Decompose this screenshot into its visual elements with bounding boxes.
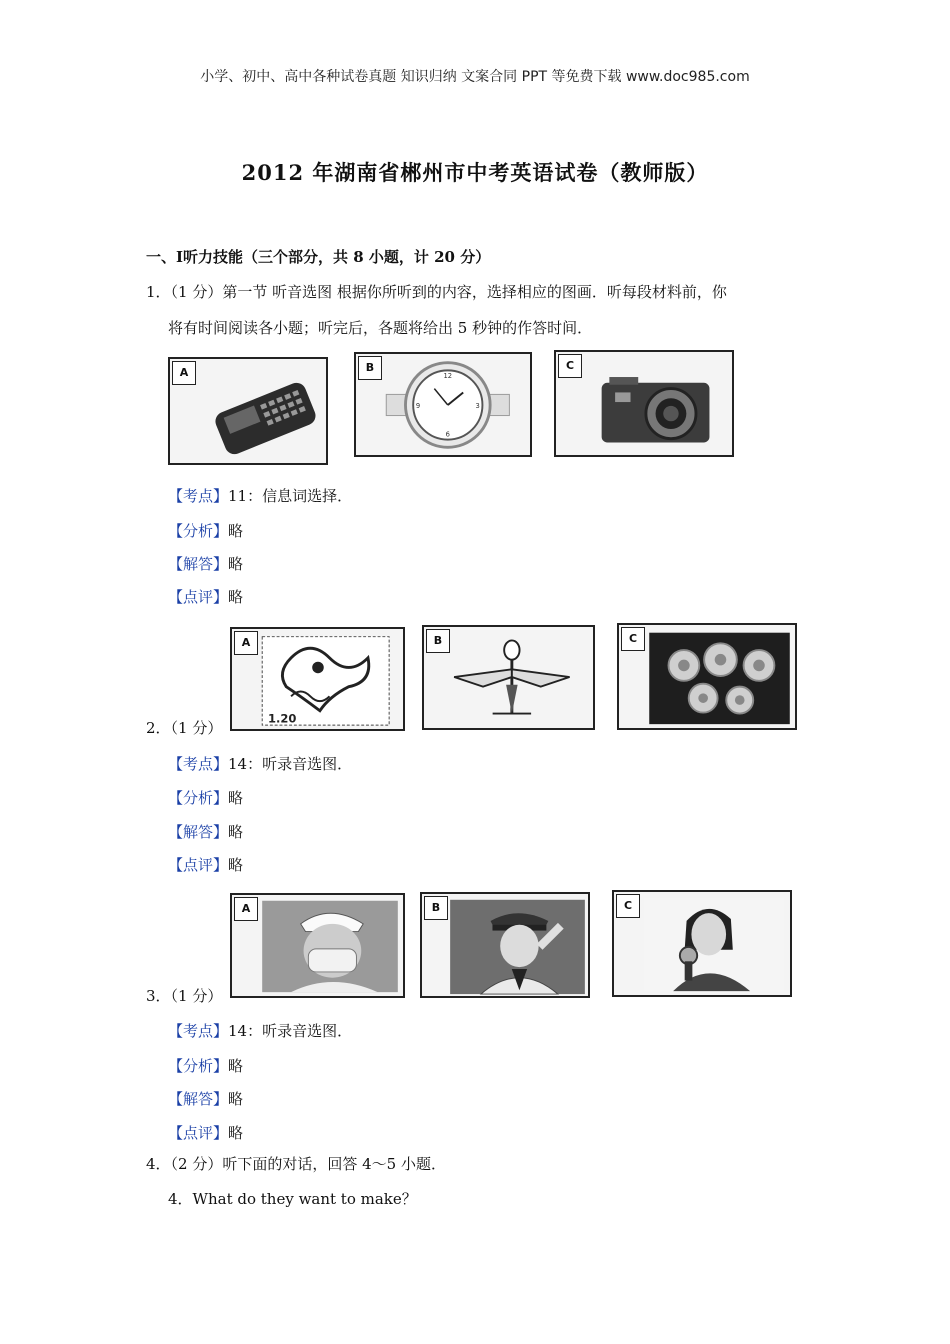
fenxi-text: 略 [228,1057,244,1075]
page-title: 2012 年湖南省郴州市中考英语试卷（教师版） [241,160,709,185]
kaodian-tag: 【考点】 [168,487,229,505]
nurse-icon [232,895,403,996]
dianping-tag: 【点评】 [168,1124,229,1142]
q1-fenxi [168,520,243,541]
dianping-text: 略 [228,1124,244,1142]
option-letter: C [558,354,582,378]
fenxi-text: 略 [228,789,244,807]
kite-icon [424,627,593,728]
jieda-tag: 【解答】 [168,555,229,573]
jieda-tag: 【解答】 [168,1090,229,1108]
q2-number: 2．（1 分） [146,719,223,737]
q1-option-a-image [168,357,328,465]
kaodian-tag: 【考点】 [168,1022,229,1040]
wristwatch-icon [356,354,530,455]
option-letter: C [621,627,645,651]
q4-stem: 4．（2 分）听下面的对话，回答 4～5 小题． [146,1155,446,1173]
fenxi-tag: 【分析】 [168,522,229,540]
kaodian-text: 14：听录音选图． [228,1022,353,1040]
q1-dianping [168,586,243,607]
q3-number: 3．（1 分） [146,987,223,1005]
q3-dianping [168,1122,243,1143]
jieda-text: 略 [228,555,244,573]
q1-jieda [168,553,243,574]
option-letter: A [234,897,258,921]
option-letter: C [616,894,640,918]
q3-option-c-image [612,890,792,997]
fenxi-tag: 【分析】 [168,1057,229,1075]
dianping-text: 略 [228,856,244,874]
mobile-phone-icon [170,359,326,463]
q3-kaodian [168,1020,352,1041]
fenxi-tag: 【分析】 [168,789,229,807]
stamp-value: 1.20 [267,711,297,726]
svg-text:9: 9 [415,401,421,410]
fenxi-text: 略 [228,522,244,540]
jieda-text: 略 [228,1090,244,1108]
q1-stem-line1: 1．（1 分）第一节 听音选图 根据你所听到的内容，选择相应的图画．听每段材料前，你 [146,283,727,301]
option-letter: A [172,361,196,385]
camera-icon [556,352,732,455]
q2-kaodian [168,753,352,774]
q3-jieda [168,1088,243,1109]
option-letter: B [424,896,448,920]
q2-option-c-image [617,623,797,730]
kaodian-text: 11：信息词选择． [228,487,353,505]
reporter-icon [614,892,790,995]
q4-sub-question: 4．What do they want to make？ [168,1190,417,1208]
svg-text:6: 6 [445,430,450,439]
section-heading: 一、Ⅰ听力技能（三个部分，共 8 小题，计 20 分） [146,248,491,266]
q1-option-c-image [554,350,734,457]
option-letter: A [234,631,258,655]
dianping-text: 略 [228,588,244,606]
police-officer-icon [422,894,588,996]
kaodian-tag: 【考点】 [168,755,229,773]
q2-option-a-image [230,627,405,731]
jieda-text: 略 [228,823,244,841]
option-letter: B [358,356,382,380]
dianping-tag: 【点评】 [168,588,229,606]
svg-text:3: 3 [475,401,480,410]
coins-icon [619,625,795,728]
q3-option-a-image [230,893,405,998]
jieda-tag: 【解答】 [168,823,229,841]
dianping-tag: 【点评】 [168,856,229,874]
q2-option-b-image [422,625,595,730]
q3-option-b-image [420,892,590,998]
dragon-stamp-icon [232,629,403,729]
option-letter: B [426,629,450,653]
q3-fenxi [168,1055,243,1076]
q1-kaodian [168,485,352,506]
q2-fenxi [168,787,243,808]
svg-text:12: 12 [443,372,453,381]
q2-dianping [168,854,243,875]
q1-stem-line2: 将有时间阅读各小题；听完后，各题将给出 5 秒钟的作答时间． [168,319,593,337]
q2-jieda [168,821,243,842]
kaodian-text: 14：听录音选图． [228,755,353,773]
header-banner: 小学、初中、高中各种试卷真题 知识归纳 文案合同 PPT 等免费下载 www.doc985.com [200,69,750,85]
q1-option-b-image [354,352,532,457]
